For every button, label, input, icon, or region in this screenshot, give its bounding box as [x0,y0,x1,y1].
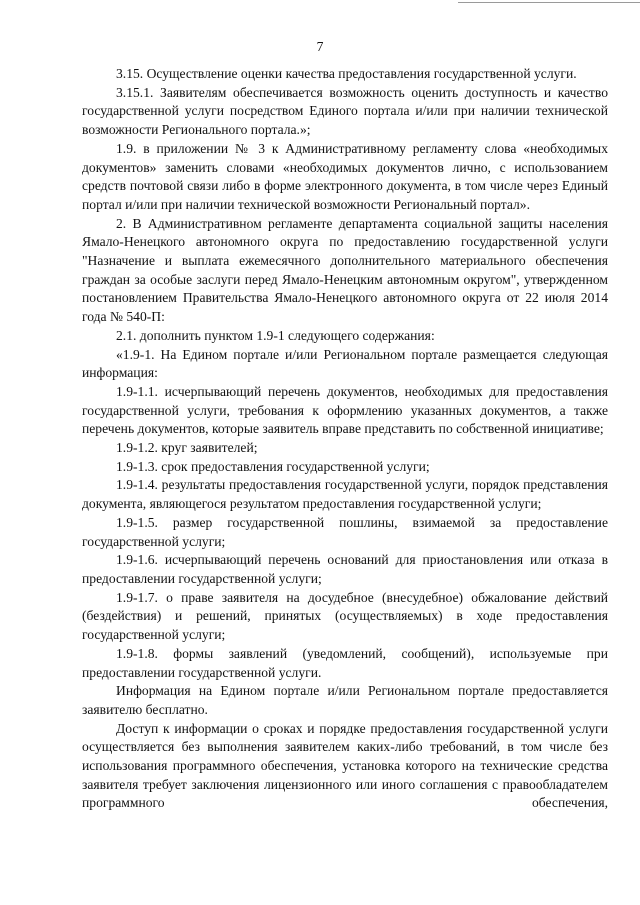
paragraph-1-9-1: «1.9-1. На Едином портале и/или Региональном портале размещается следующая информация: [82,346,608,381]
paragraph-3-15: 3.15. Осуществление оценки качества предоставления государственной услуги. [116,66,577,81]
paragraph-2-1: 2.1. дополнить пунктом 1.9-1 следующего содержания: [116,327,435,343]
paragraph-1-9-1-6: 1.9-1.6. исчерпывающий перечень оснований для приостановления или отказа в предоставлении государственной услуги; [82,552,608,586]
paragraph-access: Доступ к информации о сроках и порядке предоставления государственной услуги осуществляется без выполнения заявителем каких-либо требований, в том числе без использования программного обеспечения, установка которого на технические средства заявителя требует заключения лицензионного или иного соглашения с правообладателем программного обеспечения, [82,720,608,811]
paragraph-1-9-1-7: 1.9-1.7. о праве заявителя на досудебное (внесудебное) обжалование действий (бездействия) и решений, принятых (осуществляемых) в ходе предоставления государственной услуги; [82,589,608,643]
page-number: 7 [316,39,324,54]
top-rule [458,2,640,3]
document-body [82,65,608,813]
paragraph-3-15-1: 3.15.1. Заявителям обеспечивается возможность оценить доступность и качество государственной услуги посредством Единого портала и/или при наличии технической возможности Регионального портала.»; [82,84,608,138]
paragraph-1-9-1-3: 1.9-1.3. срок предоставления государственной услуги; [116,458,430,474]
paragraph-2: 2. В Административном регламенте департамента социальной защиты населения Ямало-Ненецкого автономного округа по предоставлению государственной услуги "Назначение и выплата ежемесячного дополнительного материального обеспечения граждан за особые заслуги перед Ямало-Ненецким автономным округом", утвержденном постановлением Правительства Ямало-Ненецкого автономного округа от 22 июля 2014 года № 540-П: [82,215,608,325]
paragraph-information: Информация на Едином портале и/или Региональном портале предоставляется заявителю бесплатно. [82,683,608,717]
paragraph-1-9-1-2: 1.9-1.2. круг заявителей; [116,440,258,456]
paragraph-1-9-1-5: 1.9-1.5. размер государственной пошлины, взимаемой за предоставление государственной услуги; [82,514,608,549]
paragraph-1-9-1-1: 1.9-1.1. исчерпывающий перечень документов, необходимых для предоставления государственной услуги, требования к оформлению указанных документов, а также перечень документов, которые заявитель вправе представить по собственной инициативе; [82,383,608,437]
paragraph-1-9-1-4: 1.9-1.4. результаты предоставления государственной услуги, порядок представления документа, являющегося результатом предоставления государственной услуги; [82,477,608,512]
paragraph-1-9: 1.9. в приложении № 3 к Административному регламенту слова «необходимых документов» заменить словами «необходимых документов лично, с использованием средств почтовой связи либо в форме электронного документа, в том числе через Единый портал и/или при наличии технической возможности Региональный портал». [82,140,608,212]
paragraph-1-9-1-8: 1.9-1.8. формы заявлений (уведомлений, сообщений), используемые при предоставлении государственной услуги. [82,645,608,680]
